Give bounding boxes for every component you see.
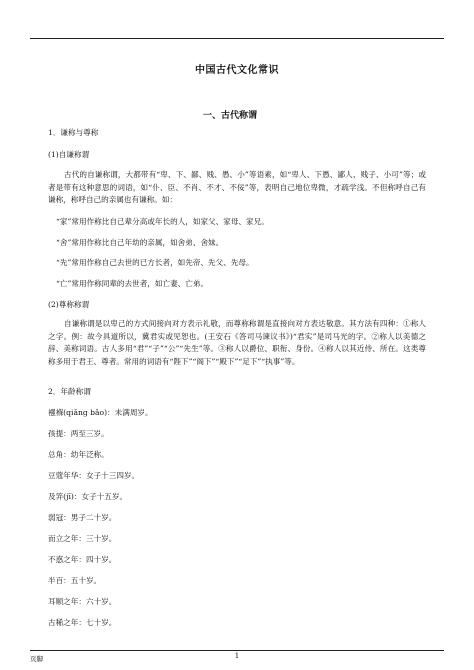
term-she: “舍”常用作称比自己年幼的亲属，如舍弟、舍妹。 (56, 238, 224, 247)
age-term: 而立之年：三十岁。 (48, 534, 117, 543)
paragraph-self-humble: 古代的自谦称谓，大都带有“卑、下、鄙、贱、愚、小”等语素，如“卑人、下愚、鄙人、贱子、小可”等；或者是带有这种意思的词语，如“仆、臣、不肖、不才、不佞”等，表明自己地位卑微，才疏学浅。不但称呼自己有谦称，称呼自己的亲属也有谦称。如： (48, 170, 426, 204)
page-number: 1 (234, 652, 240, 660)
term-xian: “先”常用作称自己去世的已方长者，如先帝、先父、先母。 (56, 258, 254, 267)
age-term: 弱冠：男子二十岁。 (48, 513, 117, 522)
footer-rule (30, 650, 444, 651)
subheading-humble-honorific: 1．谦称与尊称 (48, 128, 99, 137)
age-term: 半百：五十岁。 (48, 576, 102, 585)
age-term: 孩提：两至三岁。 (48, 429, 109, 438)
age-term: 豆蔻年华：女子十三四岁。 (48, 471, 140, 480)
page-title: 中国古代文化常识 (195, 65, 279, 76)
age-term: 及笄(jī)：女子十五岁。 (48, 492, 128, 501)
subheading-honorific: (2)尊称称谓 (48, 300, 90, 309)
age-term: 不惑之年：四十岁。 (48, 555, 117, 564)
footer-label: 页脚 (30, 655, 43, 663)
paragraph-honorific: 自谦称谓是以卑己的方式间接向对方表示礼敬，而尊称称谓是直接向对方表达敬意。其方法有四种：①称人之字。例：故今具道所以，冀君实或见恕也。(王安石《答司马谏议书》)“君实”是司马光的字。②称人以美德之辞、美称词语。古人多用“君”“子”“公”“先生”等。③称人以爵位、职衔、身份。④称人以其近侍、所在。这类尊称多用于君王、尊者。常用的词语有“陛下”“阁下”“殿下”“足下”“执事”等。 (48, 319, 426, 366)
section-heading: 一、古代称谓 (203, 111, 258, 121)
subheading-self-humble: (1)自谦称谓 (48, 150, 90, 159)
age-term: 耳顺之年：六十岁。 (48, 597, 117, 606)
age-term: 襁褓(qiǎng bǎo)：未满周岁。 (48, 408, 153, 417)
age-term: 古稀之年：七十岁。 (48, 618, 117, 627)
header-rule (30, 38, 444, 39)
subheading-age-terms: 2．年龄称谓 (48, 387, 91, 396)
term-jia: “家”常用作称比自己辈分高或年长的人，如家父、家母、家兄。 (56, 217, 269, 226)
age-term: 总角：幼年泛称。 (48, 450, 109, 459)
term-wang: “亡”常用作称同辈的去世者，如亡妻、亡弟。 (56, 279, 209, 288)
